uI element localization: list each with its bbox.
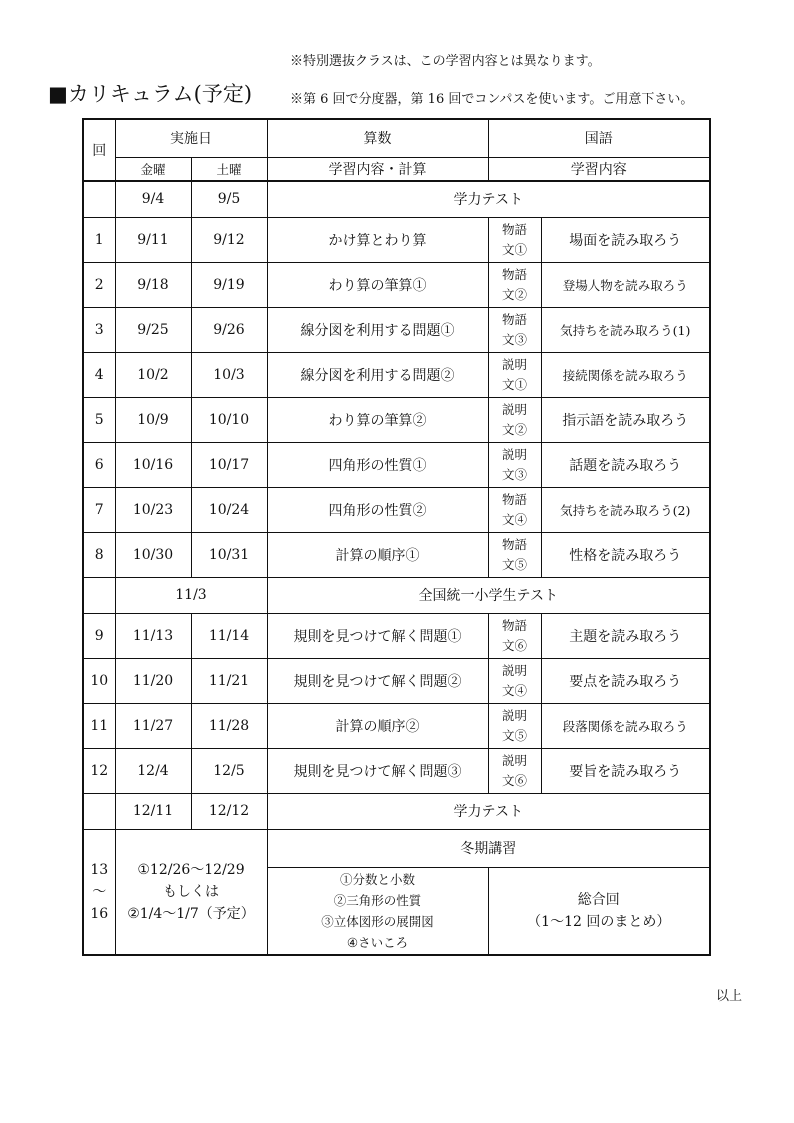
header-kokugo-sub: 学習内容: [488, 157, 710, 181]
japanese-topic: 性格を読み取ろう: [541, 532, 710, 577]
friday-date: 10/30: [115, 532, 191, 577]
winter-dates: ①12/26～12/29 もしくは ②1/4～1/7（予定）: [115, 829, 267, 955]
japanese-topic: 要点を読み取ろう: [541, 658, 710, 703]
friday-date: 9/18: [115, 262, 191, 307]
saturday-date: 10/31: [191, 532, 267, 577]
header-jisshi: 実施日: [115, 119, 267, 157]
saturday-date: 12/12: [191, 793, 267, 829]
text-type: 物語 文①: [488, 217, 541, 262]
text-type: 物語 文③: [488, 307, 541, 352]
friday-date: 11/20: [115, 658, 191, 703]
table-row: [83, 577, 710, 613]
header-sansu: 算数: [267, 119, 488, 157]
winter-math-topics: ①分数と小数 ②三角形の性質 ③立体図形の展開図 ④さいころ: [267, 867, 488, 955]
math-topic: 線分図を利用する問題①: [267, 307, 488, 352]
japanese-topic: 指示語を読み取ろう: [541, 397, 710, 442]
saturday-date: 10/3: [191, 352, 267, 397]
friday-date: 10/9: [115, 397, 191, 442]
session-number: 2: [83, 262, 115, 307]
text-type: 説明 文①: [488, 352, 541, 397]
math-topic: 四角形の性質①: [267, 442, 488, 487]
curriculum-table: [82, 118, 711, 956]
friday-date: 11/27: [115, 703, 191, 748]
text-type: 物語 文④: [488, 487, 541, 532]
header-sansu-sub: 学習内容・計算: [267, 157, 488, 181]
saturday-date: 9/19: [191, 262, 267, 307]
text-type: 説明 文⑤: [488, 703, 541, 748]
test-label: 学力テスト: [267, 793, 710, 829]
friday-date: 9/4: [115, 181, 191, 217]
table-row: [83, 613, 710, 658]
text-type: 物語 文②: [488, 262, 541, 307]
header-saturday: 土曜: [191, 157, 267, 181]
session-number: 6: [83, 442, 115, 487]
math-topic: わり算の筆算①: [267, 262, 488, 307]
saturday-date: 9/26: [191, 307, 267, 352]
header-kokugo: 国語: [488, 119, 710, 157]
text-type: 説明 文⑥: [488, 748, 541, 793]
test-date: 11/3: [115, 577, 267, 613]
table-row: [83, 217, 710, 262]
table-row: [83, 181, 710, 217]
page-title: ■カリキュラム(予定): [48, 82, 253, 106]
special-class-note: ※特別選抜クラスは、この学習内容とは異なります。: [290, 54, 601, 69]
math-topic: 規則を見つけて解く問題①: [267, 613, 488, 658]
math-topic: わり算の筆算②: [267, 397, 488, 442]
saturday-date: 9/12: [191, 217, 267, 262]
tools-note: ※第 6 回で分度器，第 16 回でコンパスを使います。ご用意下さい。: [290, 92, 694, 107]
table-row: [83, 658, 710, 703]
session-number: 12: [83, 748, 115, 793]
session-number: 1: [83, 217, 115, 262]
math-topic: かけ算とわり算: [267, 217, 488, 262]
friday-date: 10/16: [115, 442, 191, 487]
table-row: [83, 748, 710, 793]
math-topic: 規則を見つけて解く問題②: [267, 658, 488, 703]
math-topic: 四角形の性質②: [267, 487, 488, 532]
table-row: [83, 487, 710, 532]
session-number: 8: [83, 532, 115, 577]
japanese-topic: 主題を読み取ろう: [541, 613, 710, 658]
saturday-date: 12/5: [191, 748, 267, 793]
table-row: [83, 262, 710, 307]
table-row: [83, 397, 710, 442]
text-type: 説明 文③: [488, 442, 541, 487]
table-row: [83, 532, 710, 577]
session-number: 10: [83, 658, 115, 703]
table-row: [83, 442, 710, 487]
text-type: 物語 文⑤: [488, 532, 541, 577]
end-mark: 以上: [716, 989, 743, 1004]
text-type: 説明 文②: [488, 397, 541, 442]
math-topic: 計算の順序①: [267, 532, 488, 577]
session-number: 3: [83, 307, 115, 352]
japanese-topic: 登場人物を読み取ろう: [541, 262, 710, 307]
friday-date: 12/4: [115, 748, 191, 793]
table-row: [83, 793, 710, 829]
math-topic: 計算の順序②: [267, 703, 488, 748]
header-row: [83, 119, 710, 157]
friday-date: 10/2: [115, 352, 191, 397]
japanese-topic: 段落関係を読み取ろう: [541, 703, 710, 748]
session-number: 5: [83, 397, 115, 442]
text-type: 物語 文⑥: [488, 613, 541, 658]
test-label: 全国統一小学生テスト: [267, 577, 710, 613]
winter-label: 冬期講習: [267, 829, 710, 867]
saturday-date: 9/5: [191, 181, 267, 217]
japanese-topic: 要旨を読み取ろう: [541, 748, 710, 793]
saturday-date: 11/21: [191, 658, 267, 703]
header-kai: 回: [83, 119, 115, 181]
header-friday: 金曜: [115, 157, 191, 181]
session-number: 4: [83, 352, 115, 397]
table-row: [83, 352, 710, 397]
subheader-row: [83, 157, 710, 181]
table-row: [83, 703, 710, 748]
saturday-date: 11/28: [191, 703, 267, 748]
math-topic: 規則を見つけて解く問題③: [267, 748, 488, 793]
session-number: 9: [83, 613, 115, 658]
japanese-topic: 話題を読み取ろう: [541, 442, 710, 487]
japanese-topic: 気持ちを読み取ろう(1): [541, 307, 710, 352]
table-row: [83, 307, 710, 352]
math-topic: 線分図を利用する問題②: [267, 352, 488, 397]
session-number: 11: [83, 703, 115, 748]
friday-date: 11/13: [115, 613, 191, 658]
session-number: 7: [83, 487, 115, 532]
japanese-topic: 接続関係を読み取ろう: [541, 352, 710, 397]
saturday-date: 10/24: [191, 487, 267, 532]
friday-date: 10/23: [115, 487, 191, 532]
saturday-date: 10/17: [191, 442, 267, 487]
japanese-topic: 場面を読み取ろう: [541, 217, 710, 262]
friday-date: 9/25: [115, 307, 191, 352]
text-type: 説明 文④: [488, 658, 541, 703]
friday-date: 9/11: [115, 217, 191, 262]
friday-date: 12/11: [115, 793, 191, 829]
winter-session-number: 13 ～ 16: [83, 829, 115, 955]
saturday-date: 11/14: [191, 613, 267, 658]
saturday-date: 10/10: [191, 397, 267, 442]
winter-row: [83, 829, 710, 867]
japanese-topic: 気持ちを読み取ろう(2): [541, 487, 710, 532]
test-label: 学力テスト: [267, 181, 710, 217]
winter-japanese-topics: 総合回 （1～12 回のまとめ）: [488, 867, 710, 955]
